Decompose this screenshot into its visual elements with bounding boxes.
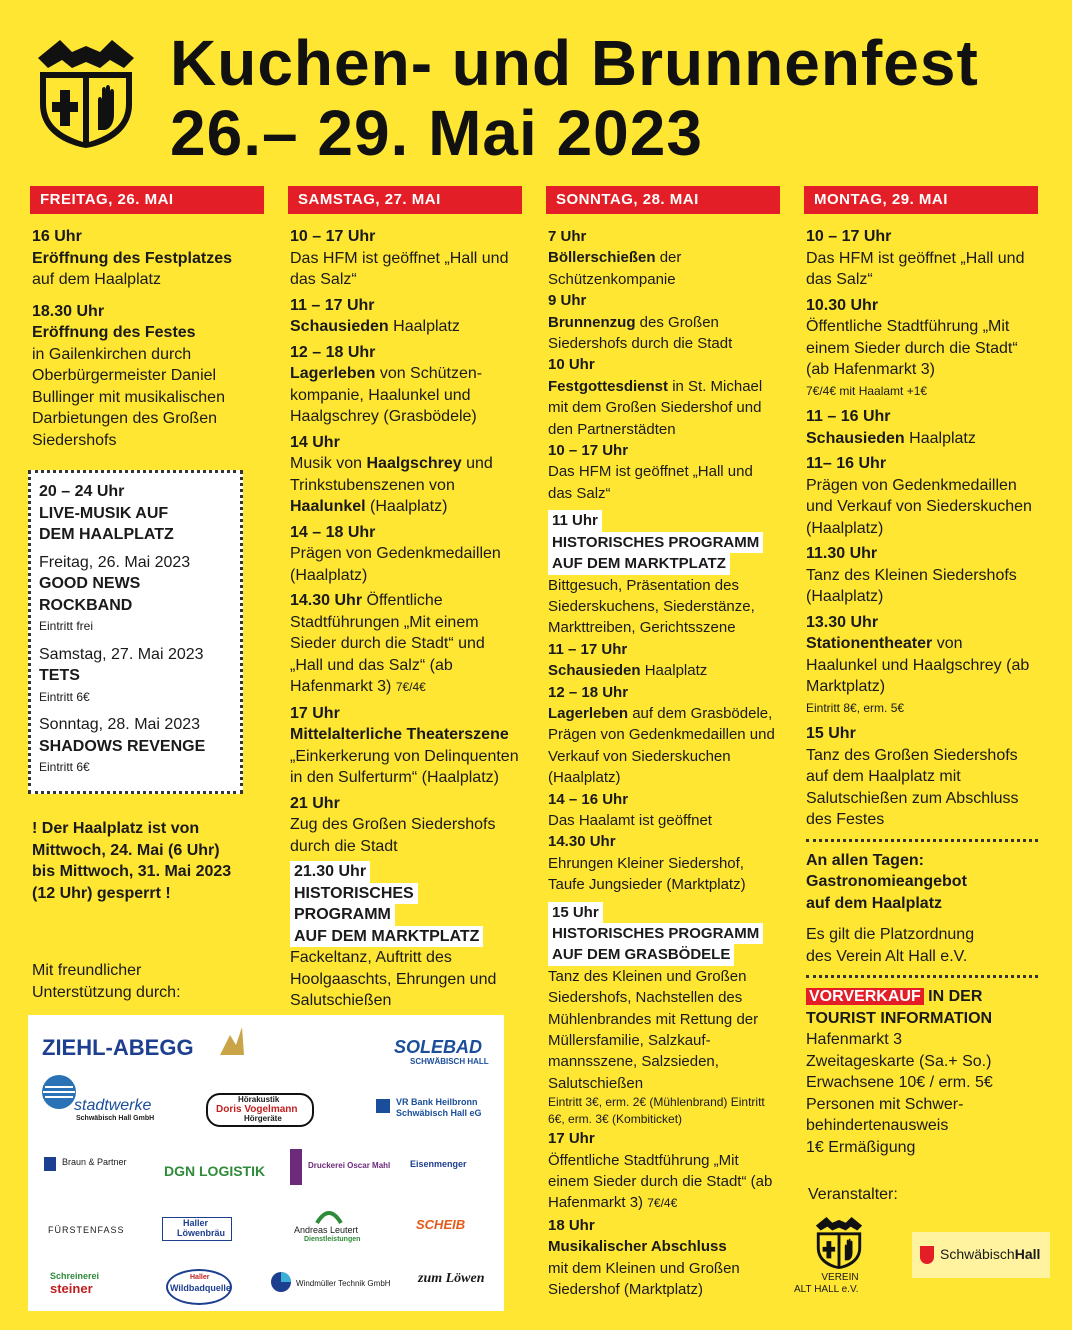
vrbank-logo-icon [376, 1099, 390, 1113]
live-title-1: LIVE-MUSIK AUF [39, 504, 169, 522]
event-text: Das HFM ist geöffnet „Hall und das Salz“ [290, 249, 509, 288]
event-monday-3 [806, 406, 1038, 449]
city-name [940, 1246, 1040, 1262]
event-time: 10.30 Uhr [806, 296, 879, 314]
wild-line: Haller [190, 1274, 210, 1281]
event-text: auf dem Haalplatz [32, 271, 161, 288]
live-act-1 [39, 552, 232, 638]
event-sunday-9 [548, 831, 780, 895]
event-sunday-3 [548, 354, 780, 440]
column-monday [806, 186, 1038, 1158]
event-time: 10 – 17 Uhr [548, 442, 629, 460]
event-monday-6 [806, 612, 1038, 720]
notice-line: (12 Uhr) gesperrt ! [32, 884, 171, 902]
presale-line: behindertenausweis [806, 1117, 949, 1134]
act-fee: Eintritt 6€ [39, 760, 90, 774]
notice-line: bis Mittwoch, 31. Mai 2023 [32, 863, 232, 880]
event-time: 10 Uhr [548, 356, 595, 374]
live-act-3 [39, 714, 232, 779]
vogelmann-line: Hörgeräte [244, 1114, 282, 1123]
event-text: mit dem Kleinen und Großen Siedershof (Marktplatz) [548, 1259, 740, 1299]
column-sunday [548, 186, 780, 1301]
event-highlight: HISTORISCHES PROGRAMM [548, 923, 763, 944]
live-act-2 [39, 644, 232, 709]
event-text: Haalplatz [644, 662, 708, 680]
divider [806, 975, 1038, 978]
presale-line: Personen mit Schwer- [806, 1095, 964, 1113]
event-friday-2 [32, 301, 264, 452]
event-time: 9 Uhr [548, 292, 587, 310]
event-price: 7€/4€ [395, 680, 426, 694]
event-text: Musik von [290, 455, 363, 472]
verein-name-2: ALT HALL e.V. [794, 1284, 859, 1295]
event-title: Böllerschießen [548, 249, 656, 267]
event-saturday-9 [290, 861, 522, 1012]
sponsor-wildbadquelle [166, 1269, 232, 1305]
event-highlight: AUF DEM MARKTPLATZ [290, 926, 483, 948]
event-sunday-1 [548, 226, 780, 290]
event-title: Brunnenzug [548, 313, 636, 331]
event-friday-1 [32, 226, 264, 291]
event-title: Haalunkel [290, 498, 366, 515]
event-saturday-4 [290, 432, 522, 518]
schwaebisch-hall-logo [912, 1232, 1050, 1278]
event-time: 14.30 Uhr [290, 592, 363, 609]
presale-line: 1€ Ermäßigung [806, 1138, 916, 1156]
event-highlight: PROGRAMM [290, 904, 395, 926]
sponsor-dgn: DGN LOGISTIK [164, 1163, 266, 1179]
gastro-line: auf dem Haalplatz [806, 894, 943, 912]
presale-line: Hafenmarkt 3 [806, 1031, 903, 1048]
event-time: 10 – 17 Uhr [806, 228, 892, 245]
event-price: 7€/4€ [647, 1196, 678, 1211]
event-monday-5 [806, 543, 1038, 608]
act-date: Freitag, 26. Mai 2023 [39, 553, 191, 571]
act-fee: Eintritt frei [39, 619, 94, 633]
event-text: Öffentliche Stadtführungen „Mit einem Sieder durch die Stadt“ und „Hall und das Salz“ (ab Hafenmarkt 3) [290, 592, 485, 695]
presale-line: IN DER [928, 988, 983, 1005]
event-sunday-6 [548, 639, 780, 682]
ziehl-logo-icon [216, 1023, 246, 1057]
event-sunday-12 [548, 1215, 780, 1301]
event-time: 18.30 Uhr [32, 302, 105, 320]
event-text: Prägen von Gedenkmedaillen und Verkauf von Siederskuchen (Haalplatz) [806, 476, 1032, 537]
event-saturday-6 [290, 590, 522, 699]
event-time: 15 Uhr [806, 725, 856, 742]
act-band: SHADOWS REVENGE [39, 737, 206, 755]
event-text: Öffentliche Stadtführung „Mit einem Sieder durch die Stadt“ (ab Hafenmarkt 3) [806, 318, 1018, 378]
sponsor-solebad-sub: SCHWÄBISCH HALL [410, 1057, 489, 1066]
event-text: Haalplatz [393, 318, 460, 335]
presale-line: Zweitageskarte (Sa.+ So.) [806, 1052, 992, 1070]
event-text: Zug des Großen Siedershofs durch die Stadt [290, 816, 496, 855]
sponsor-vogelmann [206, 1093, 314, 1127]
event-text: Tanz des Kleinen und Großen Siedershofs, Nachstellen des Mühlenbrandes mit Rettung der Müllersfamilie, Salzkaufmannsszene, Salzsieden, Salutschießen [548, 967, 759, 1092]
event-text: Bittgesuch, Präsentation des Siederskuchens, Siederstänze, Markttreiben, Gerichtsszene [548, 576, 755, 637]
gastro-line: Gastronomieangebot [806, 873, 967, 890]
vogelmann-line: Hörakustik [238, 1095, 280, 1104]
live-music-box [28, 470, 243, 794]
event-saturday-7 [290, 703, 522, 789]
event-text: des Großen Siedershofs durch die Stadt [548, 313, 733, 353]
event-time: 14 Uhr [290, 433, 340, 451]
event-price: 7€/4€ mit Haalamt +1€ [806, 383, 928, 398]
sponsor-haller-loewenbraeu [162, 1217, 232, 1241]
stadtwerke-logo-icon [40, 1073, 78, 1111]
event-text: in St. Michael mit dem Großen Siedershof und den Partnerstädten [548, 377, 763, 438]
event-highlight: AUF DEM MARKTPLATZ [548, 553, 730, 574]
closure-notice [32, 818, 231, 904]
sponsor-eisenmenger: Eisenmenger [410, 1159, 467, 1169]
event-time: 17 Uhr [548, 1130, 595, 1148]
sponsor-fuerstenfass: FÜRSTENFASS [48, 1225, 125, 1235]
title-line-1: Kuchen- und Brunnenfest [170, 27, 979, 99]
act-date: Samstag, 27. Mai 2023 [39, 645, 204, 663]
haller-line: Haller [183, 1218, 209, 1228]
event-text: Tanz des Großen Siedershofs auf dem Haalplatz mit Salutschießen zum Abschluss des Festes [806, 746, 1019, 828]
event-time: 11 – 17 Uhr [548, 640, 628, 658]
sponsor-scheib: SCHEIB [416, 1217, 466, 1232]
support-label [32, 960, 181, 1003]
event-time: 11 Uhr [548, 510, 602, 531]
event-time: 11 – 17 Uhr [290, 296, 375, 314]
event-price: Eintritt 3€, erm. 2€ (Mühlenbrand) Eintritt 6€, erm. 3€ (Kombiticket) [548, 1095, 765, 1127]
wild-line: Wildbadquelle [170, 1283, 231, 1293]
event-sunday-4 [548, 440, 780, 504]
day-header-monday: MONTAG, 29. MAI [804, 186, 1038, 214]
event-time: 11 – 16 Uhr [806, 408, 891, 425]
act-band: TETS [39, 667, 80, 684]
sponsor-logos [28, 1015, 504, 1311]
event-time: 7 Uhr [548, 228, 587, 245]
day-header-saturday: SAMSTAG, 27. MAI [288, 186, 522, 214]
windmueller-logo-icon [270, 1271, 292, 1293]
presale-line: Erwachsene 10€ / erm. 5€ [806, 1074, 993, 1091]
notice-line: ! Der Haalplatz ist von [32, 820, 200, 837]
presale-tag: VORVERKAUF [806, 988, 924, 1005]
day-header-sunday: SONNTAG, 28. MAI [546, 186, 780, 214]
event-text: von Haalunkel und Haalgschrey (ab Marktplatz) [806, 635, 1030, 695]
city-shield-icon [920, 1246, 934, 1264]
sponsor-mahl: Druckerei Oscar Mahl [308, 1161, 391, 1170]
title-line-2: 26.– 29. Mai 2023 [170, 97, 703, 169]
sponsor-steiner-1: Schreinerei [50, 1271, 100, 1281]
event-highlight: AUF DEM GRASBÖDELE [548, 944, 734, 965]
mahl-logo-icon [290, 1149, 302, 1185]
sponsor-ziehl-abegg: ZIEHL-ABEGG [42, 1035, 194, 1060]
presale-line: TOURIST INFORMATION [806, 1009, 993, 1027]
event-text: Das HFM ist geöffnet „Hall und das Salz“ [548, 463, 753, 502]
event-text: Prägen von Gedenkmedaillen (Haalplatz) [290, 545, 501, 584]
event-title: Festgottesdienst [548, 377, 669, 395]
event-time: 14.30 Uhr [548, 833, 616, 851]
rules-line: des Verein Alt Hall e.V. [806, 947, 968, 965]
sponsor-vrbank-2: Schwäbisch Hall eG [396, 1108, 482, 1118]
sponsor-vrbank-1: VR Bank Heilbronn [396, 1097, 478, 1107]
event-monday-4 [806, 453, 1038, 539]
event-monday-7 [806, 723, 1038, 831]
event-saturday-2 [290, 295, 522, 338]
event-title: Stationentheater [806, 635, 933, 652]
event-highlight: HISTORISCHES [290, 883, 418, 905]
event-title: Musikalischer Abschluss [548, 1238, 727, 1256]
city-name-part: Schwäbisch [940, 1246, 1015, 1262]
event-time: 11.30 Uhr [806, 545, 878, 562]
event-text: Das Haalamt ist geöffnet [548, 811, 712, 829]
sponsor-steiner-2: steiner [50, 1281, 93, 1296]
sponsor-leutert: Andreas Leutert [294, 1225, 359, 1235]
event-monday-2 [806, 295, 1038, 403]
event-text: in Gailenkirchen durch Oberbürgermeister Daniel Bullinger mit musikalischen Darbietungen des Großen Siedershofs [32, 345, 225, 449]
event-sunday-10 [548, 902, 780, 1129]
event-title: Mittelalterliche Theaterszene [290, 726, 509, 743]
act-band-2: ROCKBAND [39, 596, 133, 614]
notice-line: Mittwoch, 24. Mai (6 Uhr) [32, 841, 220, 859]
event-saturday-1 [290, 226, 522, 291]
sponsor-solebad: SOLEBAD [394, 1037, 483, 1057]
event-title: Schausieden [806, 429, 905, 447]
event-time: 11– 16 Uhr [806, 455, 887, 472]
event-text: auf dem Grasbödele, Prägen von Gedenkmedaillen und Verkauf von Siederskuchen (Haalplatz) [548, 704, 775, 787]
event-title: Schausieden [290, 318, 389, 335]
event-time: 14 – 16 Uhr [548, 790, 629, 808]
event-sunday-5 [548, 510, 780, 638]
support-line: Unterstützung durch: [32, 983, 181, 1001]
event-text: Öffentliche Stadtführung „Mit einem Sieder durch die Stadt“ (ab Hafenmarkt 3) [548, 1151, 773, 1212]
event-sunday-7 [548, 682, 780, 789]
event-time: 12 – 18 Uhr [548, 683, 629, 701]
act-date: Sonntag, 28. Mai 2023 [39, 716, 201, 733]
live-time: 20 – 24 Uhr [39, 483, 125, 500]
sponsor-stadtwerke-sub: Schwäbisch Hall GmbH [76, 1115, 155, 1122]
act-fee: Eintritt 6€ [39, 689, 90, 704]
event-sunday-8 [548, 789, 780, 832]
act-band: GOOD NEWS [39, 575, 141, 592]
leutert-logo-icon [314, 1203, 344, 1227]
organizer-label: Veranstalter: [808, 1186, 898, 1203]
sponsor-zum-loewen: zum Löwen [418, 1271, 485, 1286]
sponsor-stadtwerke: stadtwerke [74, 1097, 152, 1114]
coat-of-arms-icon [30, 38, 142, 150]
braun-logo-icon [44, 1157, 56, 1171]
event-text: Ehrungen Kleiner Siedershof, Taufe Jungsieder (Marktplatz) [548, 854, 746, 894]
event-text: von Schützenkompanie, Haalunkel und Haalgschrey (Grasbödele) [290, 365, 483, 425]
verein-crest-icon [812, 1216, 866, 1270]
event-text: und Trinkstubenszenen von [290, 455, 493, 494]
event-text: der Schützenkompanie [548, 249, 682, 288]
gastro-line: An allen Tagen: [806, 851, 924, 869]
sponsor-windmueller: Windmüller Technik GmbH [296, 1279, 391, 1288]
event-text: Fackeltanz, Auftritt des Hoolgaaschts, Ehrungen und Salutschießen [290, 949, 497, 1009]
event-time: 18 Uhr [548, 1216, 595, 1234]
event-price: Eintritt 8€, erm. 5€ [806, 700, 905, 715]
haller-line: Löwenbräu [177, 1228, 226, 1238]
divider [806, 839, 1038, 842]
event-text: (Haalplatz) [370, 498, 448, 515]
page-title [170, 28, 979, 168]
vogelmann-line: Doris Vogelmann [216, 1104, 298, 1115]
event-saturday-8 [290, 793, 522, 858]
event-time: 16 Uhr [32, 228, 82, 245]
event-text: Haalplatz [909, 429, 976, 447]
event-title: Lagerleben [548, 704, 629, 722]
column-friday [32, 186, 264, 455]
event-saturday-3 [290, 342, 522, 428]
support-line: Mit freundlicher [32, 962, 142, 979]
event-saturday-5 [290, 522, 522, 587]
event-title: Haalgschrey [366, 455, 462, 472]
event-title: Eröffnung des Festes [32, 324, 196, 341]
event-time: 10 – 17 Uhr [290, 228, 376, 245]
live-title-2: DEM HAALPLATZ [39, 526, 174, 543]
event-time: 17 Uhr [290, 704, 340, 722]
event-title: Eröffnung des Festplatzes [32, 249, 233, 267]
event-title: Lagerleben [290, 365, 376, 382]
sponsor-leutert-sub: Dienstleistungen [304, 1236, 361, 1243]
city-name-part: Hall [1014, 1246, 1041, 1262]
column-saturday [290, 186, 522, 1016]
event-text: „Einkerkerung von Delinquenten in den Sulferturm“ (Haalplatz) [290, 747, 519, 786]
event-title: Schausieden [548, 662, 641, 680]
event-time: 14 – 18 Uhr [290, 523, 376, 541]
event-highlight: HISTORISCHES PROGRAMM [548, 532, 763, 553]
presale-heading [806, 986, 1038, 1008]
event-text: Tanz des Kleinen Siedershofs (Haalplatz) [806, 566, 1017, 605]
event-sunday-11 [548, 1128, 780, 1215]
event-text: Das HFM ist geöffnet „Hall und das Salz“ [806, 249, 1025, 288]
event-time: 21.30 Uhr [290, 861, 370, 883]
event-monday-1 [806, 226, 1038, 291]
event-time: 21 Uhr [290, 794, 340, 812]
rules-line: Es gilt die Platzordnung [806, 926, 975, 943]
sponsor-braun: Braun & Partner [62, 1157, 127, 1167]
verein-line: VEREIN [821, 1272, 859, 1283]
event-time: 13.30 Uhr [806, 613, 879, 631]
day-header-friday: FREITAG, 26. MAI [30, 186, 264, 214]
verein-name [810, 1272, 870, 1284]
event-sunday-2 [548, 290, 780, 354]
event-time: 12 – 18 Uhr [290, 343, 376, 361]
event-time: 15 Uhr [548, 902, 603, 923]
